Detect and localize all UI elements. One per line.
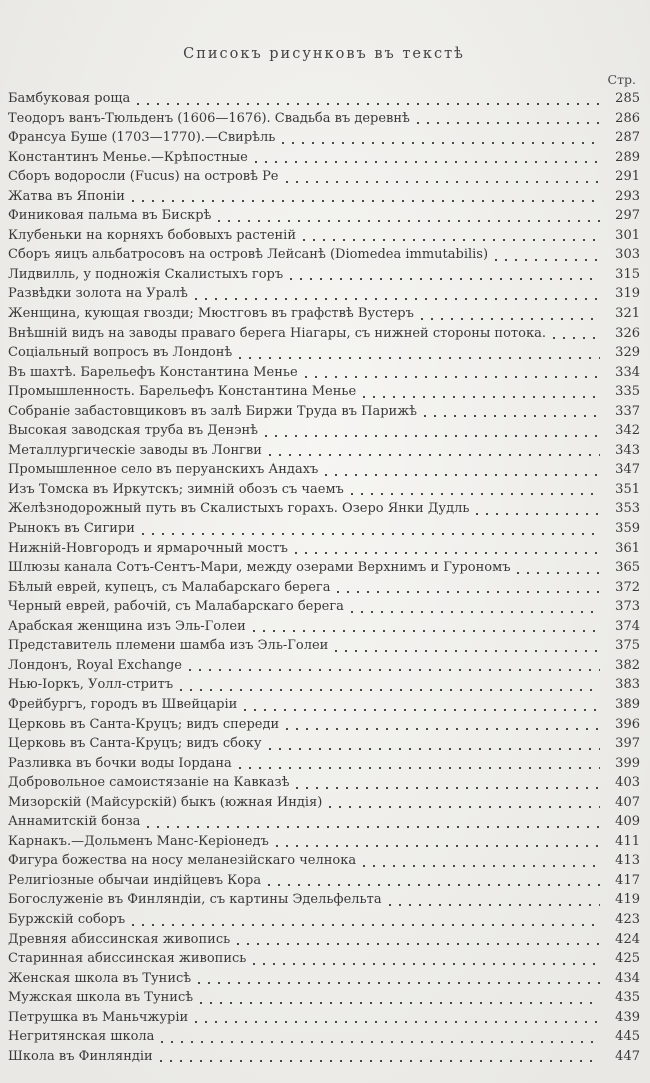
entry-label: Старинная абиссинская живопись xyxy=(8,951,247,967)
list-item xyxy=(8,1047,640,1067)
dot-leader xyxy=(417,122,600,124)
entry-label: Собраніе забастовщиковъ въ залѣ Биржи Труда въ Парижѣ xyxy=(8,403,417,419)
entry-page: 315 xyxy=(615,266,640,282)
entry-page: 319 xyxy=(615,286,640,302)
entry-label: Мизорскій (Майсурскій) быкъ (южная Индія) xyxy=(8,794,323,810)
entry-label: Изъ Томска въ Иркутскъ; зимній обозъ съ чаемъ xyxy=(8,481,344,497)
list-item xyxy=(8,1027,640,1047)
dot-leader xyxy=(268,884,600,886)
entry-label: Шлюзы канала Сотъ-Сентъ-Мари, между озерами Верхнимъ и Гурономъ xyxy=(8,560,511,576)
entry-label: Разливка въ бочки воды Іордана xyxy=(8,755,232,771)
entry-page: 342 xyxy=(615,423,640,439)
entry-page: 407 xyxy=(615,794,640,810)
dot-leader xyxy=(424,415,600,417)
dot-leader xyxy=(265,435,600,437)
list-item xyxy=(8,89,640,109)
entry-label: Рынокъ въ Сигири xyxy=(8,521,135,537)
dot-leader xyxy=(137,103,600,105)
entry-label: Бѣлый еврей, купецъ, съ Малабарскаго берега xyxy=(8,579,331,595)
entry-label: Франсуа Буше (1703—1770).—Свирѣль xyxy=(8,130,276,146)
entry-page: 359 xyxy=(615,521,640,537)
list-item xyxy=(8,206,640,226)
dot-leader xyxy=(325,474,600,476)
list-item xyxy=(8,363,640,383)
dot-leader xyxy=(160,1060,600,1062)
list-item xyxy=(8,284,640,304)
entry-page: 403 xyxy=(615,775,640,791)
entry-label: Теодоръ ванъ-Тюльденъ (1606—1676). Свадьба въ деревнѣ xyxy=(8,110,410,126)
list-item xyxy=(8,617,640,637)
entry-page: 351 xyxy=(615,481,640,497)
entry-page: 365 xyxy=(615,560,640,576)
list-item xyxy=(8,812,640,832)
dot-leader xyxy=(363,396,600,398)
entry-page: 361 xyxy=(615,540,640,556)
entry-label: Фрейбургъ, городъ въ Швейцаріи xyxy=(8,696,238,712)
entry-page: 285 xyxy=(615,91,640,106)
entry-label: Въ шахтѣ. Барельефъ Константина Менье xyxy=(8,364,298,380)
list-item xyxy=(8,324,640,344)
entry-label: Черный еврей, рабочій, съ Малабарскаго берега xyxy=(8,599,344,615)
entry-label: Негритянская школа xyxy=(8,1029,155,1045)
list-item xyxy=(8,402,640,422)
dot-leader xyxy=(421,318,600,320)
list-item xyxy=(8,988,640,1008)
list-item xyxy=(8,343,640,363)
entry-label: Металлургическіе заводы въ Лонгви xyxy=(8,442,262,458)
list-item xyxy=(8,109,640,129)
dot-leader xyxy=(517,572,600,574)
entry-label: Лидвилль, у подножія Скалистыхъ горъ xyxy=(8,266,284,282)
entry-page: 445 xyxy=(615,1029,640,1045)
entry-label: Сборъ яицъ альбатросовъ на островѣ Лейсанѣ (Diomedea immutabilis) xyxy=(8,247,489,263)
entry-page: 353 xyxy=(615,501,640,517)
dot-leader xyxy=(239,767,600,769)
dot-leader xyxy=(282,142,600,144)
dot-leader xyxy=(286,728,600,730)
entry-label: Внѣшній видъ на заводы праваго берега Ніагары, съ нижней стороны потока. xyxy=(8,325,546,341)
entry-label: Религіозные обычаи индійцевъ Кора xyxy=(8,872,262,888)
list-item xyxy=(8,636,640,656)
list-item xyxy=(8,245,640,265)
entry-label: Представитель племени шамба изъ Эль-Голеи xyxy=(8,638,329,654)
entry-label: Желѣзнодорожный путь въ Скалистыхъ горахъ. Озеро Янки Дудль xyxy=(8,501,470,517)
list-item xyxy=(8,499,640,519)
entry-label: Женщина, кующая гвозди; Мюстговъ въ графствѣ Вустеръ xyxy=(8,306,414,322)
list-item xyxy=(8,1008,640,1028)
entry-page: 303 xyxy=(615,247,640,263)
entry-page: 286 xyxy=(615,110,640,126)
list-item xyxy=(8,793,640,813)
entry-label: Промышленность. Барельефъ Константина Менье xyxy=(8,384,357,400)
dot-leader xyxy=(237,943,600,945)
entry-page: 399 xyxy=(615,755,640,771)
entry-page: 439 xyxy=(615,1009,640,1025)
entry-page: 396 xyxy=(615,716,640,732)
entry-page: 373 xyxy=(615,599,640,615)
list-item xyxy=(8,773,640,793)
dot-leader xyxy=(198,982,600,984)
dot-leader xyxy=(195,1021,600,1023)
entry-page: 434 xyxy=(615,970,640,986)
list-item xyxy=(8,715,640,735)
entry-label: Нью-Іоркъ, Уолл-стритъ xyxy=(8,677,174,693)
page-column-header: Стр. xyxy=(607,72,636,87)
dot-leader xyxy=(351,493,600,495)
dot-leader xyxy=(329,806,600,808)
list-item xyxy=(8,265,640,285)
dot-leader xyxy=(305,376,600,378)
entry-label: Богослуженіе въ Финляндіи, съ картины Эдельфельта xyxy=(8,892,382,908)
entry-page: 447 xyxy=(615,1048,640,1064)
entry-page: 343 xyxy=(615,442,640,458)
list-item xyxy=(8,871,640,891)
entry-label: Развѣдки золота на Уралѣ xyxy=(8,286,188,302)
dot-leader xyxy=(132,200,600,202)
list-item xyxy=(8,675,640,695)
entry-page: 423 xyxy=(615,911,640,927)
list-item xyxy=(8,949,640,969)
entry-page: 409 xyxy=(615,814,640,830)
entry-label: Соціальный вопросъ въ Лондонѣ xyxy=(8,345,233,361)
dot-leader xyxy=(218,220,600,222)
dot-leader xyxy=(239,357,600,359)
entry-page: 374 xyxy=(615,618,640,634)
entry-page: 424 xyxy=(615,931,640,947)
dot-leader xyxy=(363,865,600,867)
dot-leader xyxy=(269,748,600,750)
entry-page: 413 xyxy=(615,853,640,869)
list-item xyxy=(8,421,640,441)
dot-leader xyxy=(286,181,600,183)
entry-page: 411 xyxy=(615,833,640,849)
entry-label: Бамбуковая роща xyxy=(8,91,131,106)
dot-leader xyxy=(269,454,600,456)
entry-page: 435 xyxy=(615,990,640,1006)
figure-list xyxy=(8,89,640,1066)
list-item xyxy=(8,480,640,500)
dot-leader xyxy=(290,278,600,280)
dot-leader xyxy=(351,611,600,613)
entry-label: Буржскій соборъ xyxy=(8,911,126,927)
entry-page: 382 xyxy=(615,657,640,673)
dot-leader xyxy=(180,689,600,691)
list-item xyxy=(8,382,640,402)
entry-page: 419 xyxy=(615,892,640,908)
entry-page: 347 xyxy=(615,462,640,478)
dot-leader xyxy=(189,669,600,671)
dot-leader xyxy=(200,1002,600,1004)
entry-page: 329 xyxy=(615,345,640,361)
entry-page: 287 xyxy=(615,130,640,146)
list-item xyxy=(8,558,640,578)
entry-page: 383 xyxy=(615,677,640,693)
entry-page: 337 xyxy=(615,403,640,419)
list-item xyxy=(8,969,640,989)
list-item xyxy=(8,656,640,676)
list-item xyxy=(8,519,640,539)
entry-label: Церковь въ Санта-Круцъ; видъ сбоку xyxy=(8,736,262,752)
entry-label: Нижній-Новгородъ и ярмарочный мостъ xyxy=(8,540,288,556)
entry-label: Мужская школа въ Тунисѣ xyxy=(8,990,194,1006)
entry-label: Школа въ Финляндіи xyxy=(8,1048,153,1064)
list-item xyxy=(8,930,640,950)
dot-leader xyxy=(276,845,600,847)
dot-leader xyxy=(142,533,600,535)
list-item xyxy=(8,754,640,774)
list-item xyxy=(8,832,640,852)
entry-label: Высокая заводская труба въ Денэнѣ xyxy=(8,423,259,439)
list-item xyxy=(8,695,640,715)
entry-label: Аннамитскій бонза xyxy=(8,814,141,830)
list-item xyxy=(8,597,640,617)
list-item xyxy=(8,304,640,324)
entry-page: 289 xyxy=(615,149,640,165)
entry-page: 397 xyxy=(615,736,640,752)
entry-label: Древняя абиссинская живопись xyxy=(8,931,231,947)
dot-leader xyxy=(195,298,600,300)
entry-page: 417 xyxy=(615,872,640,888)
dot-leader xyxy=(253,630,600,632)
entry-label: Фигура божества на носу меланезійскаго челнока xyxy=(8,853,357,869)
dot-leader xyxy=(132,924,600,926)
entry-page: 293 xyxy=(615,188,640,204)
dot-leader xyxy=(303,239,600,241)
entry-label: Арабская женщина изъ Эль-Голеи xyxy=(8,618,246,634)
list-item xyxy=(8,226,640,246)
entry-label: Церковь въ Санта-Круцъ; видъ спереди xyxy=(8,716,280,732)
entry-page: 326 xyxy=(615,325,640,341)
entry-label: Карнакъ.—Дольменъ Манс-Керіонедъ xyxy=(8,833,269,849)
list-item xyxy=(8,734,640,754)
entry-page: 372 xyxy=(615,579,640,595)
list-item xyxy=(8,128,640,148)
entry-page: 301 xyxy=(615,227,640,243)
dot-leader xyxy=(255,161,600,163)
list-item xyxy=(8,460,640,480)
list-item xyxy=(8,890,640,910)
dot-leader xyxy=(495,259,600,261)
entry-label: Жатва въ Японіи xyxy=(8,188,125,204)
dot-leader xyxy=(244,709,600,711)
dot-leader xyxy=(389,904,600,906)
dot-leader xyxy=(335,650,600,652)
entry-label: Константинъ Менье.—Крѣпостные xyxy=(8,149,248,165)
entry-label: Промышленное село въ перуанскихъ Андахъ xyxy=(8,462,319,478)
entry-label: Добровольное самоистязаніе на Кавказѣ xyxy=(8,775,290,791)
dot-leader xyxy=(253,963,600,965)
list-item xyxy=(8,187,640,207)
entry-page: 334 xyxy=(615,364,640,380)
dot-leader xyxy=(476,513,600,515)
entry-page: 297 xyxy=(615,208,640,224)
entry-label: Сборъ водоросли (Fucus) на островѣ Ре xyxy=(8,169,279,185)
entry-page: 335 xyxy=(615,384,640,400)
entry-page: 389 xyxy=(615,696,640,712)
list-item xyxy=(8,851,640,871)
entry-page: 375 xyxy=(615,638,640,654)
dot-leader xyxy=(553,337,600,339)
list-item xyxy=(8,910,640,930)
list-item xyxy=(8,148,640,168)
dot-leader xyxy=(296,787,600,789)
dot-leader xyxy=(147,826,600,828)
list-item xyxy=(8,167,640,187)
list-item xyxy=(8,539,640,559)
page-title: Списокъ рисунковъ въ текстѣ xyxy=(183,46,465,62)
entry-label: Финиковая пальма въ Бискрѣ xyxy=(8,208,212,224)
entry-page: 321 xyxy=(615,306,640,322)
entry-label: Лондонъ, Royal Exchange xyxy=(8,657,182,673)
entry-label: Женская школа въ Тунисѣ xyxy=(8,970,192,986)
entry-label: Петрушка въ Маньчжуріи xyxy=(8,1009,189,1025)
entry-page: 425 xyxy=(615,951,640,967)
list-item xyxy=(8,578,640,598)
list-item xyxy=(8,441,640,461)
entry-label: Клубеньки на корняхъ бобовыхъ растеній xyxy=(8,227,297,243)
entry-page: 291 xyxy=(615,169,640,185)
dot-leader xyxy=(337,591,600,593)
dot-leader xyxy=(161,1041,600,1043)
dot-leader xyxy=(295,552,600,554)
